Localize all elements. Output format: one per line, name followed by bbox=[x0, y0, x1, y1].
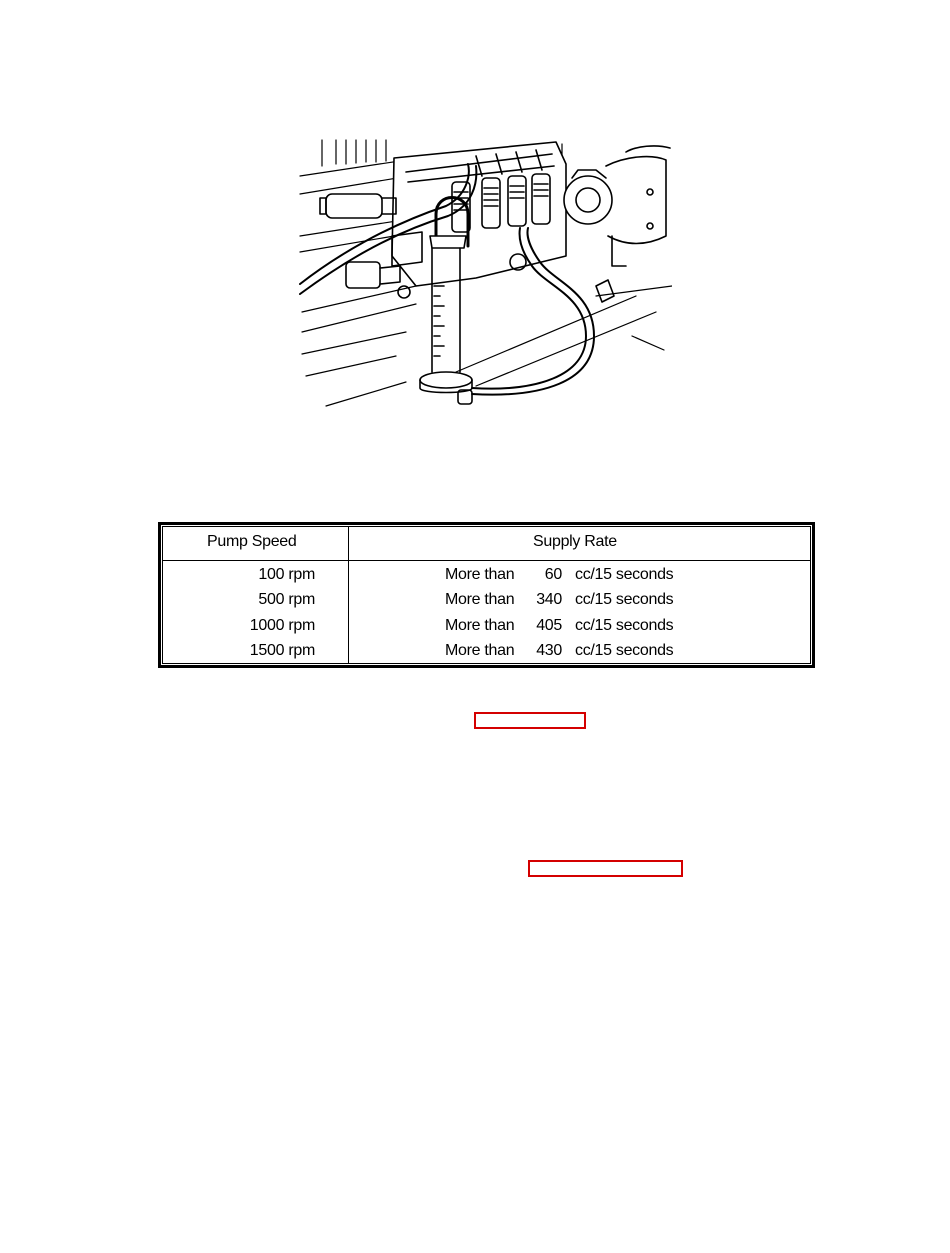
pump-speed-value: 1000 rpm bbox=[249, 617, 315, 634]
supply-rate-amount: 340 bbox=[536, 591, 562, 608]
table-row bbox=[163, 642, 810, 666]
supply-rate-prefix: More than bbox=[445, 566, 515, 583]
pump-speed-value: 1500 rpm bbox=[249, 642, 315, 659]
pump-speed-value: 100 rpm bbox=[258, 566, 315, 583]
supply-rate-unit: cc/15 seconds bbox=[575, 566, 674, 583]
supply-rate-unit: cc/15 seconds bbox=[575, 591, 674, 608]
pump-body bbox=[392, 142, 566, 286]
header-pump-speed: Pump Speed bbox=[207, 533, 297, 550]
reference-link-box[interactable] bbox=[474, 712, 586, 729]
table-row bbox=[163, 617, 810, 641]
supply-rate-table bbox=[158, 522, 815, 668]
pump-measuring-cylinder-illustration bbox=[296, 136, 672, 412]
reference-link-box[interactable] bbox=[528, 860, 683, 877]
supply-rate-amount: 430 bbox=[536, 642, 562, 659]
supply-rate-unit: cc/15 seconds bbox=[575, 642, 674, 659]
header-supply-rate: Supply Rate bbox=[533, 533, 617, 550]
header-rule bbox=[163, 560, 810, 561]
drive-coupling bbox=[564, 146, 670, 302]
supply-rate-prefix: More than bbox=[445, 642, 515, 659]
table-row bbox=[163, 566, 810, 590]
supply-rate-prefix: More than bbox=[445, 617, 515, 634]
supply-rate-table-inner bbox=[162, 526, 811, 664]
pump-speed-value: 500 rpm bbox=[258, 591, 315, 608]
table-row bbox=[163, 591, 810, 615]
supply-rate-amount: 405 bbox=[536, 617, 562, 634]
supply-rate-amount: 60 bbox=[544, 566, 562, 583]
supply-rate-prefix: More than bbox=[445, 591, 515, 608]
supply-rate-unit: cc/15 seconds bbox=[575, 617, 674, 634]
